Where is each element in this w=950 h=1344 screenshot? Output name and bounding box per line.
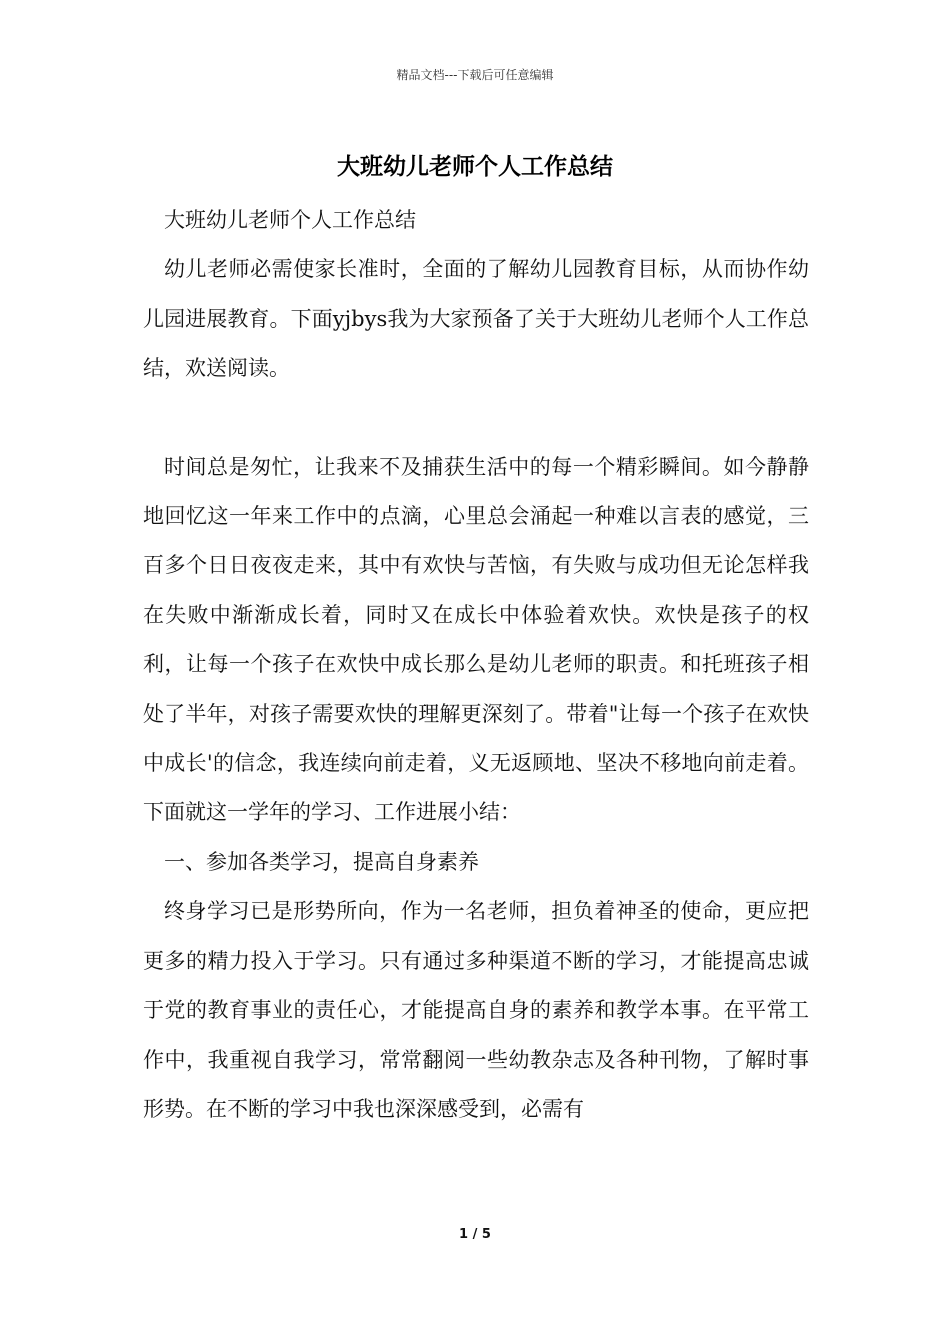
paragraph-main: 时间总是匆忙，让我来不及捕获生活中的每一个精彩瞬间。如今静静地回忆这一年来工作中的点滴，心里总会涌起一种难以言表的感觉，三百多个日日夜夜走来，其中有欢快与苦恼，有失败与成功但无论怎样我在失败中渐渐成长着，同时又在成长中体验着欢快。欢快是孩子的权利，让每一个孩子在欢快中成长那么是幼儿老师的职责。和托班孩子相处了半年，对孩子需要欢快的理解更深刻了。带着"让每一个孩子在欢快中成长'的信念，我连续向前走着，义无返顾地、坚决不移地向前走着。下面就这一学年的学习、工作进展小结： — [143, 454, 809, 825]
document-body — [143, 196, 809, 1134]
paragraph-spacer — [143, 394, 809, 443]
section-heading: 一、参加各类学习，提高自身素养 — [164, 849, 479, 874]
document-subtitle: 大班幼儿老师个人工作总结 — [164, 208, 416, 232]
paragraph-intro: 幼儿老师必需使家长准时，全面的了解幼儿园教育目标，从而协作幼儿园进展教育。下面yjbys我为大家预备了关于大班幼儿老师个人工作总结，欢送阅读。 — [143, 257, 809, 381]
paragraph-section-1: 终身学习已是形势所向，作为一名老师，担负着神圣的使命，更应把更多的精力投入于学习。只有通过多种渠道不断的学习，才能提高忠诚于党的教育事业的责任心，才能提高自身的素养和教学本事。在平常工作中，我重视自我学习，常常翻阅一些幼教杂志及各种刊物，了解时事形势。在不断的学习中我也深深感受到，必需有 — [143, 899, 809, 1121]
page-number: 1 / 5 — [459, 1227, 491, 1242]
page-header: 精品文档---下载后可任意编辑 — [396, 68, 554, 82]
document-title: 大班幼儿老师个人工作总结 — [337, 153, 613, 180]
